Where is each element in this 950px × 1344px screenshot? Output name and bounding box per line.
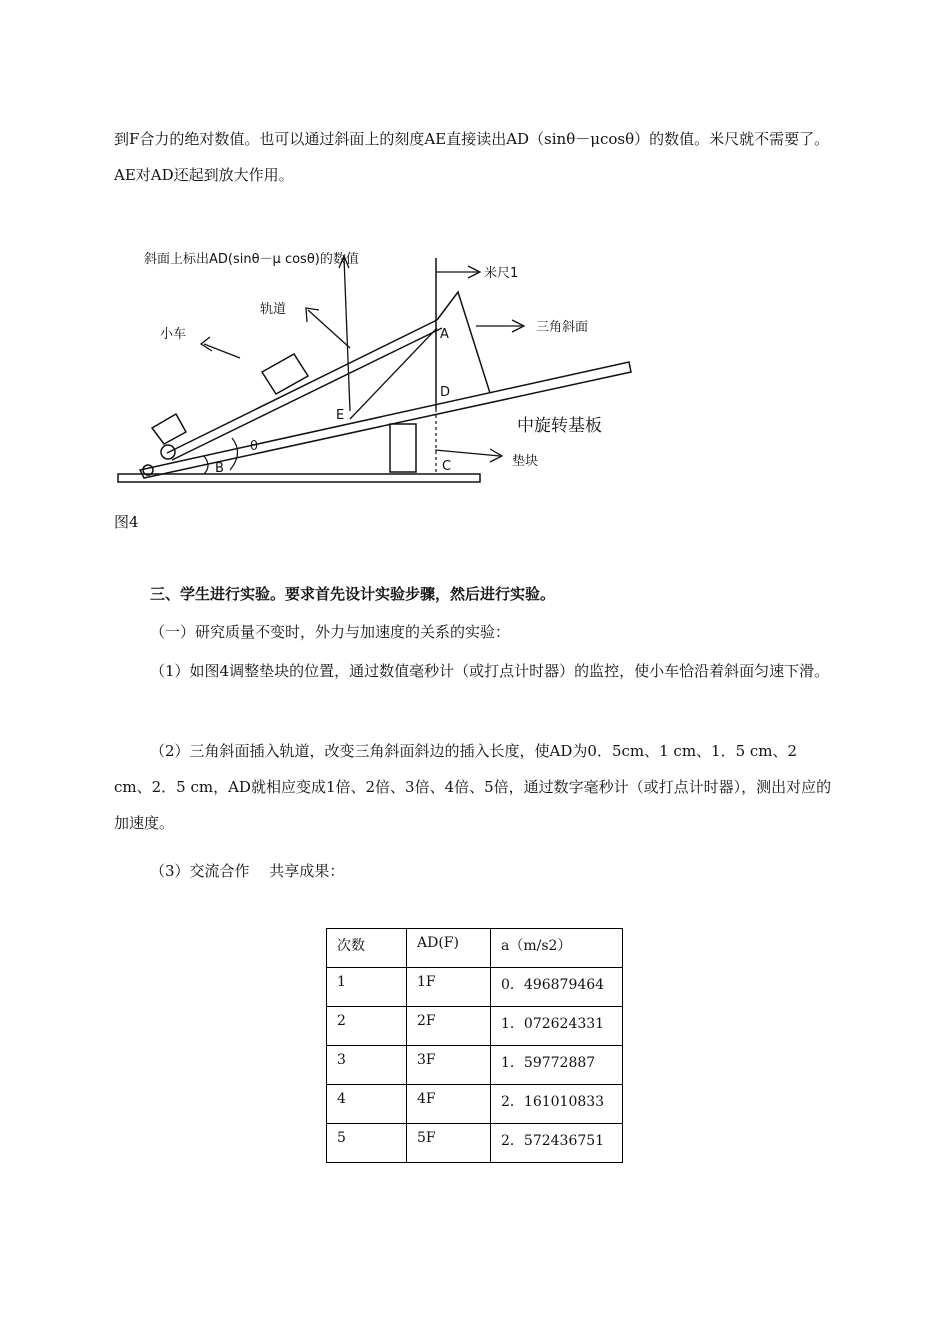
results-table [326,928,623,1163]
track-line [167,320,437,453]
point-e: E [336,408,345,423]
figure-caption: 图4 [114,513,139,531]
table-cell: 3F [407,1046,491,1085]
table-cell: 4 [327,1085,407,1124]
table-cell: 1F [407,968,491,1007]
table-row [327,1046,623,1085]
experiment-diagram [112,238,637,490]
pad-block [390,424,416,472]
point-a: A [440,327,449,342]
table-cell: 1．072624331 [491,1007,623,1046]
point-d: D [440,385,451,400]
label-pad: 垫块 [512,454,539,469]
point-b: B [215,461,224,476]
base-board [118,474,480,482]
header-cell: AD(F) [407,929,491,968]
cart [262,354,308,394]
header-cell: a（m/s2） [491,929,623,968]
table-cell: 2F [407,1007,491,1046]
step-3: （3）交流合作 共享成果： [150,862,345,880]
label-track: 轨道 [260,302,287,317]
triangle-slope [437,292,490,393]
table-row [327,968,623,1007]
subsection-title: （一）研究质量不变时，外力与加速度的关系的实验： [150,623,511,641]
intro-paragraph: 到F合力的绝对数值。也可以通过斜面上的刻度AE直接读出AD（sinθ－μcosθ）的数值。米尺就不需要了。AE对AD还起到放大作用。 [114,130,830,184]
table-cell: 4F [407,1085,491,1124]
table-cell: 0．496879464 [491,968,623,1007]
step-2: （2）三角斜面插入轨道，改变三角斜面斜边的插入长度，使AD为0．5cm、1 cm、1．5 cm、2 cm、2．5 cm，AD就相应变成1倍、2倍、3倍、4倍、5倍，通过数字毫秒计（或打点计时器），测出对应的加速度。 [114,742,832,832]
table-row [327,1085,623,1124]
table-cell: 2 [327,1007,407,1046]
table-row [327,1124,623,1163]
table-cell: 5 [327,1124,407,1163]
label-cart: 小车 [160,327,187,342]
table-cell: 3 [327,1046,407,1085]
table-cell: 1 [327,968,407,1007]
table-cell: 5F [407,1124,491,1163]
table-cell: 2．572436751 [491,1124,623,1163]
label-rotating-board: 中旋转基板 [517,416,602,436]
label-ad-values: 斜面上标出AD(sinθ－μ cosθ)的数值 [144,252,359,267]
section-heading: 三、学生进行实验。要求首先设计实验步骤，然后进行实验。 [150,585,556,603]
angle-theta: θ [250,439,258,454]
label-triangle-slope: 三角斜面 [536,320,589,335]
table-row [327,1007,623,1046]
table-cell: 1．59772887 [491,1046,623,1085]
table-header-row [327,929,623,968]
header-cell: 次数 [327,929,407,968]
table-cell: 2．161010833 [491,1085,623,1124]
step-1: （1）如图4调整垫块的位置，通过数值毫秒计（或打点计时器）的监控，使小车恰沿着斜面匀速下滑。 [150,662,830,680]
point-c: C [442,459,452,474]
label-ruler: 米尺1 [484,266,519,281]
